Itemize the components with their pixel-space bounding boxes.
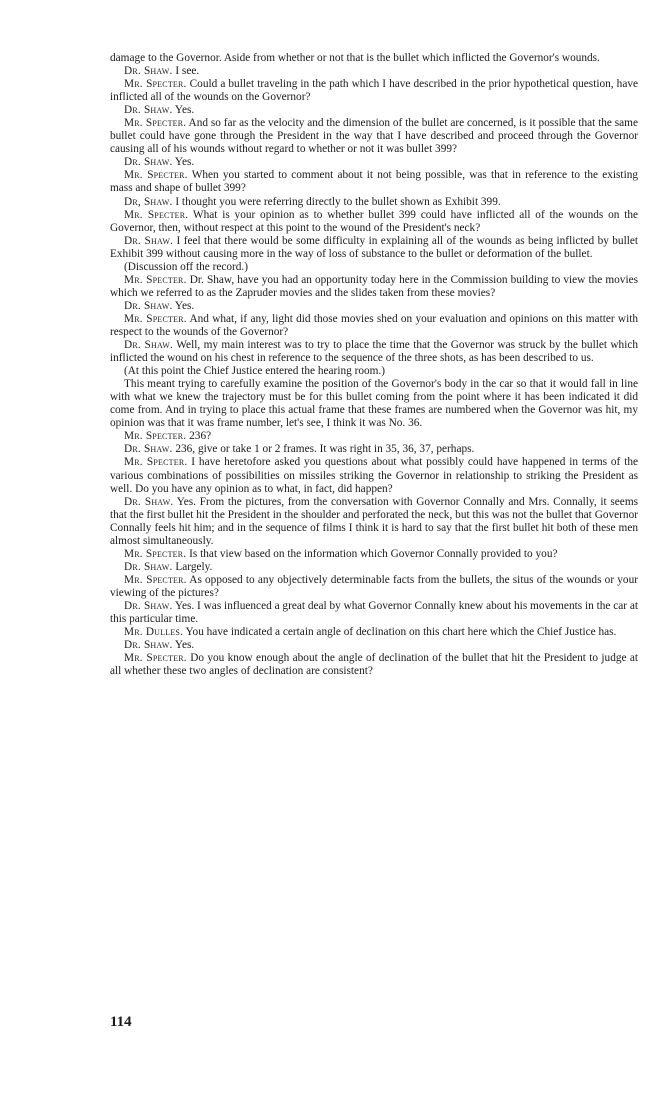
speaker-label: Dr. Shaw. <box>124 599 173 612</box>
page-number: 114 <box>110 1014 132 1030</box>
testimony-paragraph <box>110 313 638 339</box>
paragraph-text: 236? <box>189 430 212 443</box>
testimony-paragraph <box>110 235 638 261</box>
speaker-label: Dr. Shaw. <box>124 560 173 573</box>
testimony-paragraph <box>110 104 638 117</box>
paragraph-text: As opposed to any objectively determinable facts from the bullets, the situs of the wounds or your viewing of the pictures? <box>110 573 638 599</box>
testimony-paragraph <box>110 639 638 652</box>
speaker-label: Mr. Specter. <box>124 547 187 560</box>
speaker-label: Mr. Specter. <box>124 117 187 130</box>
speaker-label: Dr. Shaw. <box>124 639 173 652</box>
paragraph-text: Yes. I was influenced a great deal by what Governor Connally knew about his movements in the car at this particular time. <box>110 599 639 626</box>
paragraph-text: Could a bullet traveling in the path which I have described in the prior hypothetical question, have inflicted all of the wounds on the Governor? <box>110 78 638 104</box>
speaker-label: Mr. Specter. <box>124 456 188 469</box>
testimony-paragraph <box>110 65 638 78</box>
paragraph-text: This meant trying to carefully examine the position of the Governor's body in the car so that it would fall in line with what we knew the trajectory must be for this bullet coming from the point where it has been indicated it did come from. And in trying to place this actual frame that these frames are numbered when the Governor was hit, my opinion was that it was frame number, let's see, I think it was No. 36. <box>110 378 638 430</box>
testimony-paragraph <box>110 300 638 313</box>
testimony-paragraph <box>110 600 638 626</box>
paragraph-text: Do you know enough about the angle of declination of the bullet that hit the President to judge at all whether these two angles of declination are consistent? <box>110 652 638 678</box>
testimony-paragraph <box>110 117 638 156</box>
speaker-label: Mr. Specter. <box>124 312 187 325</box>
narrative-paragraph <box>110 378 638 430</box>
speaker-label: Dr. Shaw. <box>124 104 173 117</box>
paragraph-text: I have heretofore asked you questions about what possibly could have happened in terms of the various combinations of possibilities on missiles striking the Governor in relationship to striking the President as well. Do you have any opinion as to what, in fact, did happen? <box>110 456 638 495</box>
speaker-label: Mr. Specter. <box>124 652 187 665</box>
paragraph-text: Well, my main interest was to try to place the time that the Governor was struck by the bullet which inflicted the wound on his chest in reference to the sequence of the three shots, as has been described to us. <box>110 339 639 365</box>
paragraph-text: Dr. Shaw, have you had an opportunity today here in the Commission building to view the movies which we referred to as the Zapruder movies and the slides taken from these movies? <box>110 273 638 299</box>
paragraph-text: You have indicated a certain angle of declination on this chart here which the Chief Justice has. <box>185 626 617 639</box>
testimony-paragraph <box>110 561 638 574</box>
narrative-paragraph <box>110 261 638 274</box>
paragraph-text: 236, give or take 1 or 2 frames. It was right in 35, 36, 37, perhaps. <box>175 443 475 456</box>
speaker-label: Dr. Shaw. <box>124 495 174 508</box>
paragraph-text: (Discussion off the record.) <box>124 260 249 273</box>
testimony-paragraph <box>110 209 638 235</box>
speaker-label: Mr. Dulles. <box>124 626 184 639</box>
narrative-paragraph <box>110 52 638 65</box>
paragraph-text: What is your opinion as to whether bullet 399 could have inflicted all of the wounds on the Governor, then, without respect at this point to the wound of the President's neck? <box>110 208 638 234</box>
testimony-paragraph <box>110 169 638 195</box>
paragraph-text: (At this point the Chief Justice entered the hearing room.) <box>124 365 386 378</box>
paragraph-text: I feel that there would be some difficulty in explaining all of the wounds as being inflicted by bullet Exhibit 399 without causing more in the way of loss of substance to the bullet or deformation of the bullet. <box>110 234 639 260</box>
paragraph-text: Yes. <box>174 104 195 117</box>
paragraph-text: Largely. <box>175 560 213 573</box>
speaker-label: Dr. Shaw. <box>124 234 174 247</box>
narrative-paragraph <box>110 365 638 378</box>
paragraph-text: Yes. From the pictures, from the conversation with Governor Connally and Mrs. Connally, it seems that the first bullet hit the President in the shoulder and perforated the neck, but this was not the bullet that Governor Connally feels hit him; and in the sequence of films I think it is hard to say that the first bullet hit both of these men almost simultaneously. <box>110 495 639 547</box>
speaker-label: Mr. Specter. <box>124 208 189 221</box>
transcript-page <box>110 52 638 678</box>
paragraph-text: I thought you were referring directly to the bullet shown as Exhibit 399. <box>175 195 501 208</box>
paragraph-text: damage to the Governor. Aside from whether or not that is the bullet which inflicted the Governor's wounds. <box>110 52 600 64</box>
speaker-label: Mr. Specter. <box>124 573 187 586</box>
speaker-label: Dr. Shaw. <box>124 339 174 352</box>
testimony-paragraph <box>110 456 638 495</box>
speaker-label: Dr. Shaw. <box>124 65 173 78</box>
speaker-label: Mr. Specter. <box>124 430 187 443</box>
testimony-paragraph <box>110 626 638 639</box>
speaker-label: Dr. Shaw. <box>124 443 173 456</box>
paragraph-text: Yes. <box>174 156 195 169</box>
testimony-paragraph <box>110 548 638 561</box>
speaker-label: Mr. Specter. <box>124 273 187 286</box>
testimony-paragraph <box>110 496 638 548</box>
testimony-paragraph <box>110 78 638 104</box>
testimony-paragraph <box>110 430 638 443</box>
speaker-label: Mr. Specter. <box>124 78 187 91</box>
paragraph-text: Yes. <box>174 299 195 312</box>
paragraph-text: I see. <box>175 65 200 78</box>
paragraph-text: When you started to comment about it not being possible, was that in reference to the existing mass and shape of bullet 399? <box>110 169 639 195</box>
speaker-label: Dr. Shaw. <box>124 156 173 169</box>
speaker-label: Dr. Shaw. <box>124 299 173 312</box>
paragraph-text: And so far as the velocity and the dimension of the bullet are concerned, is it possible that the same bullet could have gone through the President in the way that I have described and proceed through the Governor causing all of his wounds without regard to whether or not it was bullet 399? <box>110 117 638 156</box>
paragraph-text: And what, if any, light did those movies shed on your evaluation and opinions on this matter with respect to the wounds of the Governor? <box>110 312 638 338</box>
testimony-paragraph <box>110 156 638 169</box>
speaker-label: Dr, Shaw. <box>124 195 173 208</box>
testimony-paragraph <box>110 196 638 209</box>
testimony-paragraph <box>110 652 638 678</box>
testimony-paragraph <box>110 274 638 300</box>
testimony-paragraph <box>110 339 638 365</box>
paragraph-text: Is that view based on the information which Governor Connally provided to you? <box>189 547 558 560</box>
testimony-paragraph <box>110 443 638 456</box>
speaker-label: Mr. Specter. <box>124 169 188 182</box>
paragraph-text: Yes. <box>174 639 195 652</box>
testimony-paragraph <box>110 574 638 600</box>
